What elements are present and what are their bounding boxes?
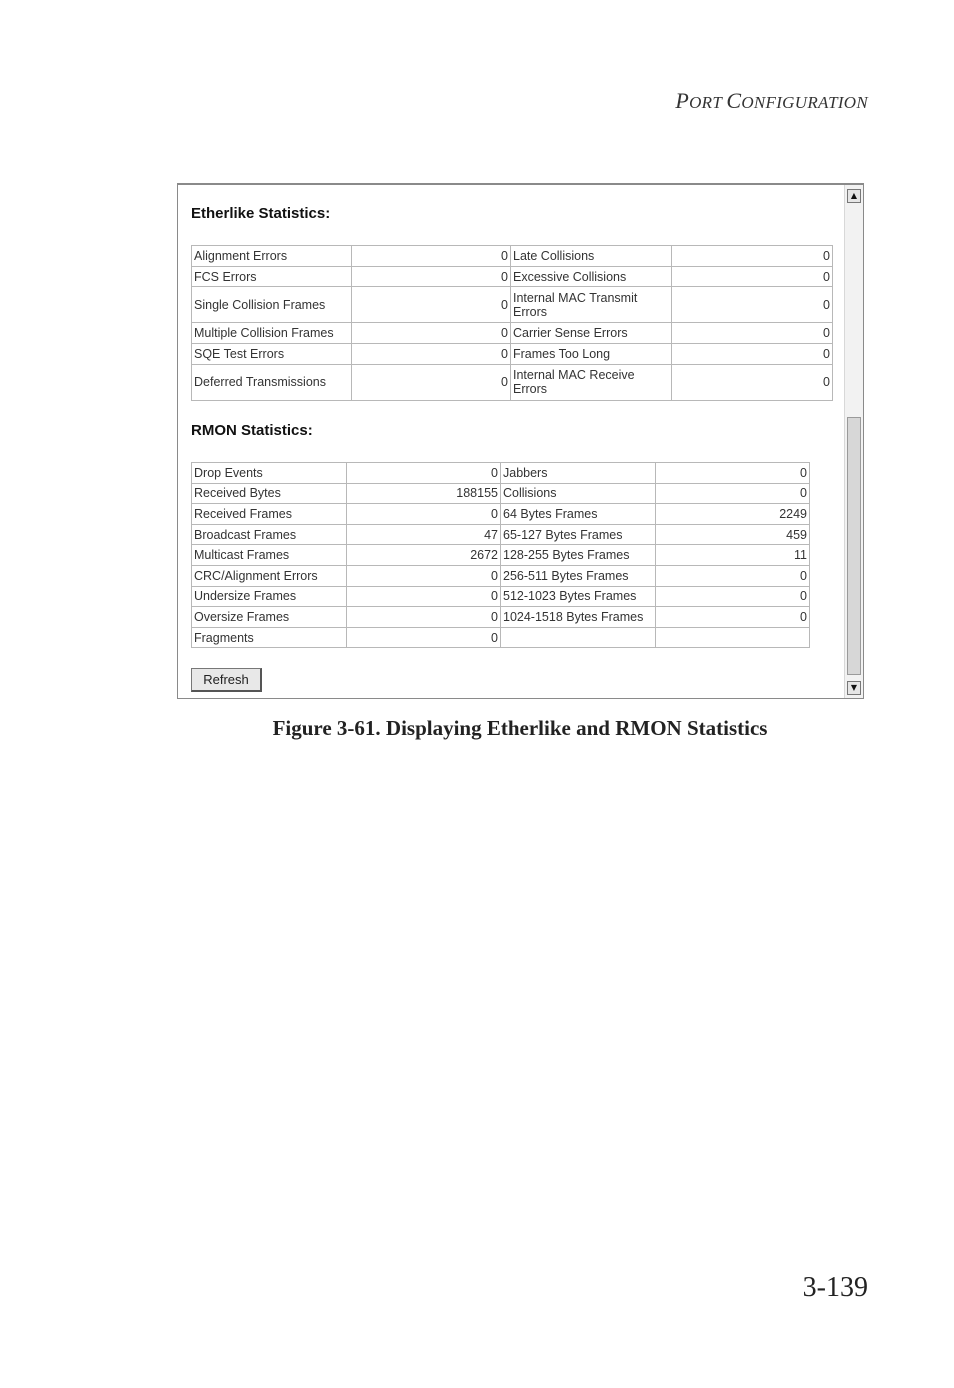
etherlike-row	[192, 323, 833, 344]
stat-value: 0	[347, 627, 501, 648]
stat-value: 0	[352, 364, 511, 400]
stat-label: 65-127 Bytes Frames	[501, 524, 656, 545]
running-head-onfiguration: ONFIGURATION	[741, 93, 868, 112]
stat-label: 64 Bytes Frames	[501, 504, 656, 525]
stat-label: 128-255 Bytes Frames	[501, 545, 656, 566]
refresh-button[interactable]: Refresh	[191, 668, 262, 692]
stat-value: 0	[352, 344, 511, 365]
stat-value: 0	[352, 246, 511, 267]
stat-value: 0	[656, 565, 810, 586]
stat-value: 0	[347, 607, 501, 628]
stat-value	[656, 627, 810, 648]
rmon-row	[192, 463, 810, 484]
scrollbar-thumb[interactable]	[847, 417, 861, 675]
stat-value: 0	[672, 344, 833, 365]
stat-value: 0	[672, 266, 833, 287]
rmon-title: RMON Statistics:	[191, 422, 313, 439]
stat-value: 188155	[347, 483, 501, 504]
scroll-down-arrow-icon[interactable]: ▼	[847, 681, 861, 695]
stat-label: Late Collisions	[511, 246, 672, 267]
stat-label: Internal MAC Receive Errors	[511, 364, 672, 400]
stat-label: 1024-1518 Bytes Frames	[501, 607, 656, 628]
stat-label: Frames Too Long	[511, 344, 672, 365]
stat-value: 0	[352, 287, 511, 323]
stat-label: Undersize Frames	[192, 586, 347, 607]
stat-label: Collisions	[501, 483, 656, 504]
stat-value: 0	[672, 364, 833, 400]
etherlike-title: Etherlike Statistics:	[191, 205, 331, 222]
stat-value: 11	[656, 545, 810, 566]
stat-value: 2249	[656, 504, 810, 525]
stat-value: 0	[347, 565, 501, 586]
stat-value: 0	[352, 323, 511, 344]
rmon-row	[192, 504, 810, 525]
running-head-c: C	[726, 88, 742, 113]
rmon-row	[192, 607, 810, 628]
rmon-row	[192, 545, 810, 566]
vertical-scrollbar[interactable]	[844, 185, 863, 698]
rmon-row	[192, 565, 810, 586]
stat-value: 0	[656, 586, 810, 607]
stat-value: 47	[347, 524, 501, 545]
stat-value: 0	[347, 586, 501, 607]
stat-label: Excessive Collisions	[511, 266, 672, 287]
etherlike-row	[192, 344, 833, 365]
stat-value: 459	[656, 524, 810, 545]
rmon-row	[192, 524, 810, 545]
stat-label: CRC/Alignment Errors	[192, 565, 347, 586]
stat-value: 0	[656, 483, 810, 504]
stat-label: Deferred Transmissions	[192, 364, 352, 400]
stat-label: 512-1023 Bytes Frames	[501, 586, 656, 607]
running-head	[675, 88, 868, 114]
stat-label: Received Frames	[192, 504, 347, 525]
etherlike-row	[192, 266, 833, 287]
etherlike-table	[191, 245, 833, 401]
stat-label: 256-511 Bytes Frames	[501, 565, 656, 586]
stat-label: Single Collision Frames	[192, 287, 352, 323]
stat-value: 2672	[347, 545, 501, 566]
stat-label: Internal MAC Transmit Errors	[511, 287, 672, 323]
stat-label: Oversize Frames	[192, 607, 347, 628]
etherlike-row	[192, 364, 833, 400]
stat-label: Jabbers	[501, 463, 656, 484]
stat-label: Broadcast Frames	[192, 524, 347, 545]
rmon-row	[192, 483, 810, 504]
scroll-up-arrow-icon[interactable]: ▲	[847, 189, 861, 203]
stat-value: 0	[656, 607, 810, 628]
stat-label: FCS Errors	[192, 266, 352, 287]
stat-label: Carrier Sense Errors	[511, 323, 672, 344]
figure-caption: Figure 3-61. Displaying Etherlike and RMON Statistics	[272, 716, 768, 740]
stat-value: 0	[672, 287, 833, 323]
etherlike-row	[192, 246, 833, 267]
rmon-table	[191, 462, 810, 648]
stat-value: 0	[672, 246, 833, 267]
rmon-row	[192, 586, 810, 607]
stat-label	[501, 627, 656, 648]
stat-label: Drop Events	[192, 463, 347, 484]
stat-label: SQE Test Errors	[192, 344, 352, 365]
rmon-row	[192, 627, 810, 648]
running-head-ort: ORT	[689, 93, 727, 112]
stat-label: Multicast Frames	[192, 545, 347, 566]
stat-label: Alignment Errors	[192, 246, 352, 267]
page-number: 3-139	[802, 1272, 868, 1303]
stat-value: 0	[347, 463, 501, 484]
etherlike-row	[192, 287, 833, 323]
stat-value: 0	[656, 463, 810, 484]
statistics-screenshot	[177, 183, 864, 699]
stat-label: Fragments	[192, 627, 347, 648]
stat-label: Received Bytes	[192, 483, 347, 504]
stat-value: 0	[352, 266, 511, 287]
stat-value: 0	[672, 323, 833, 344]
stat-value: 0	[347, 504, 501, 525]
running-head-p: P	[675, 88, 690, 113]
stat-label: Multiple Collision Frames	[192, 323, 352, 344]
